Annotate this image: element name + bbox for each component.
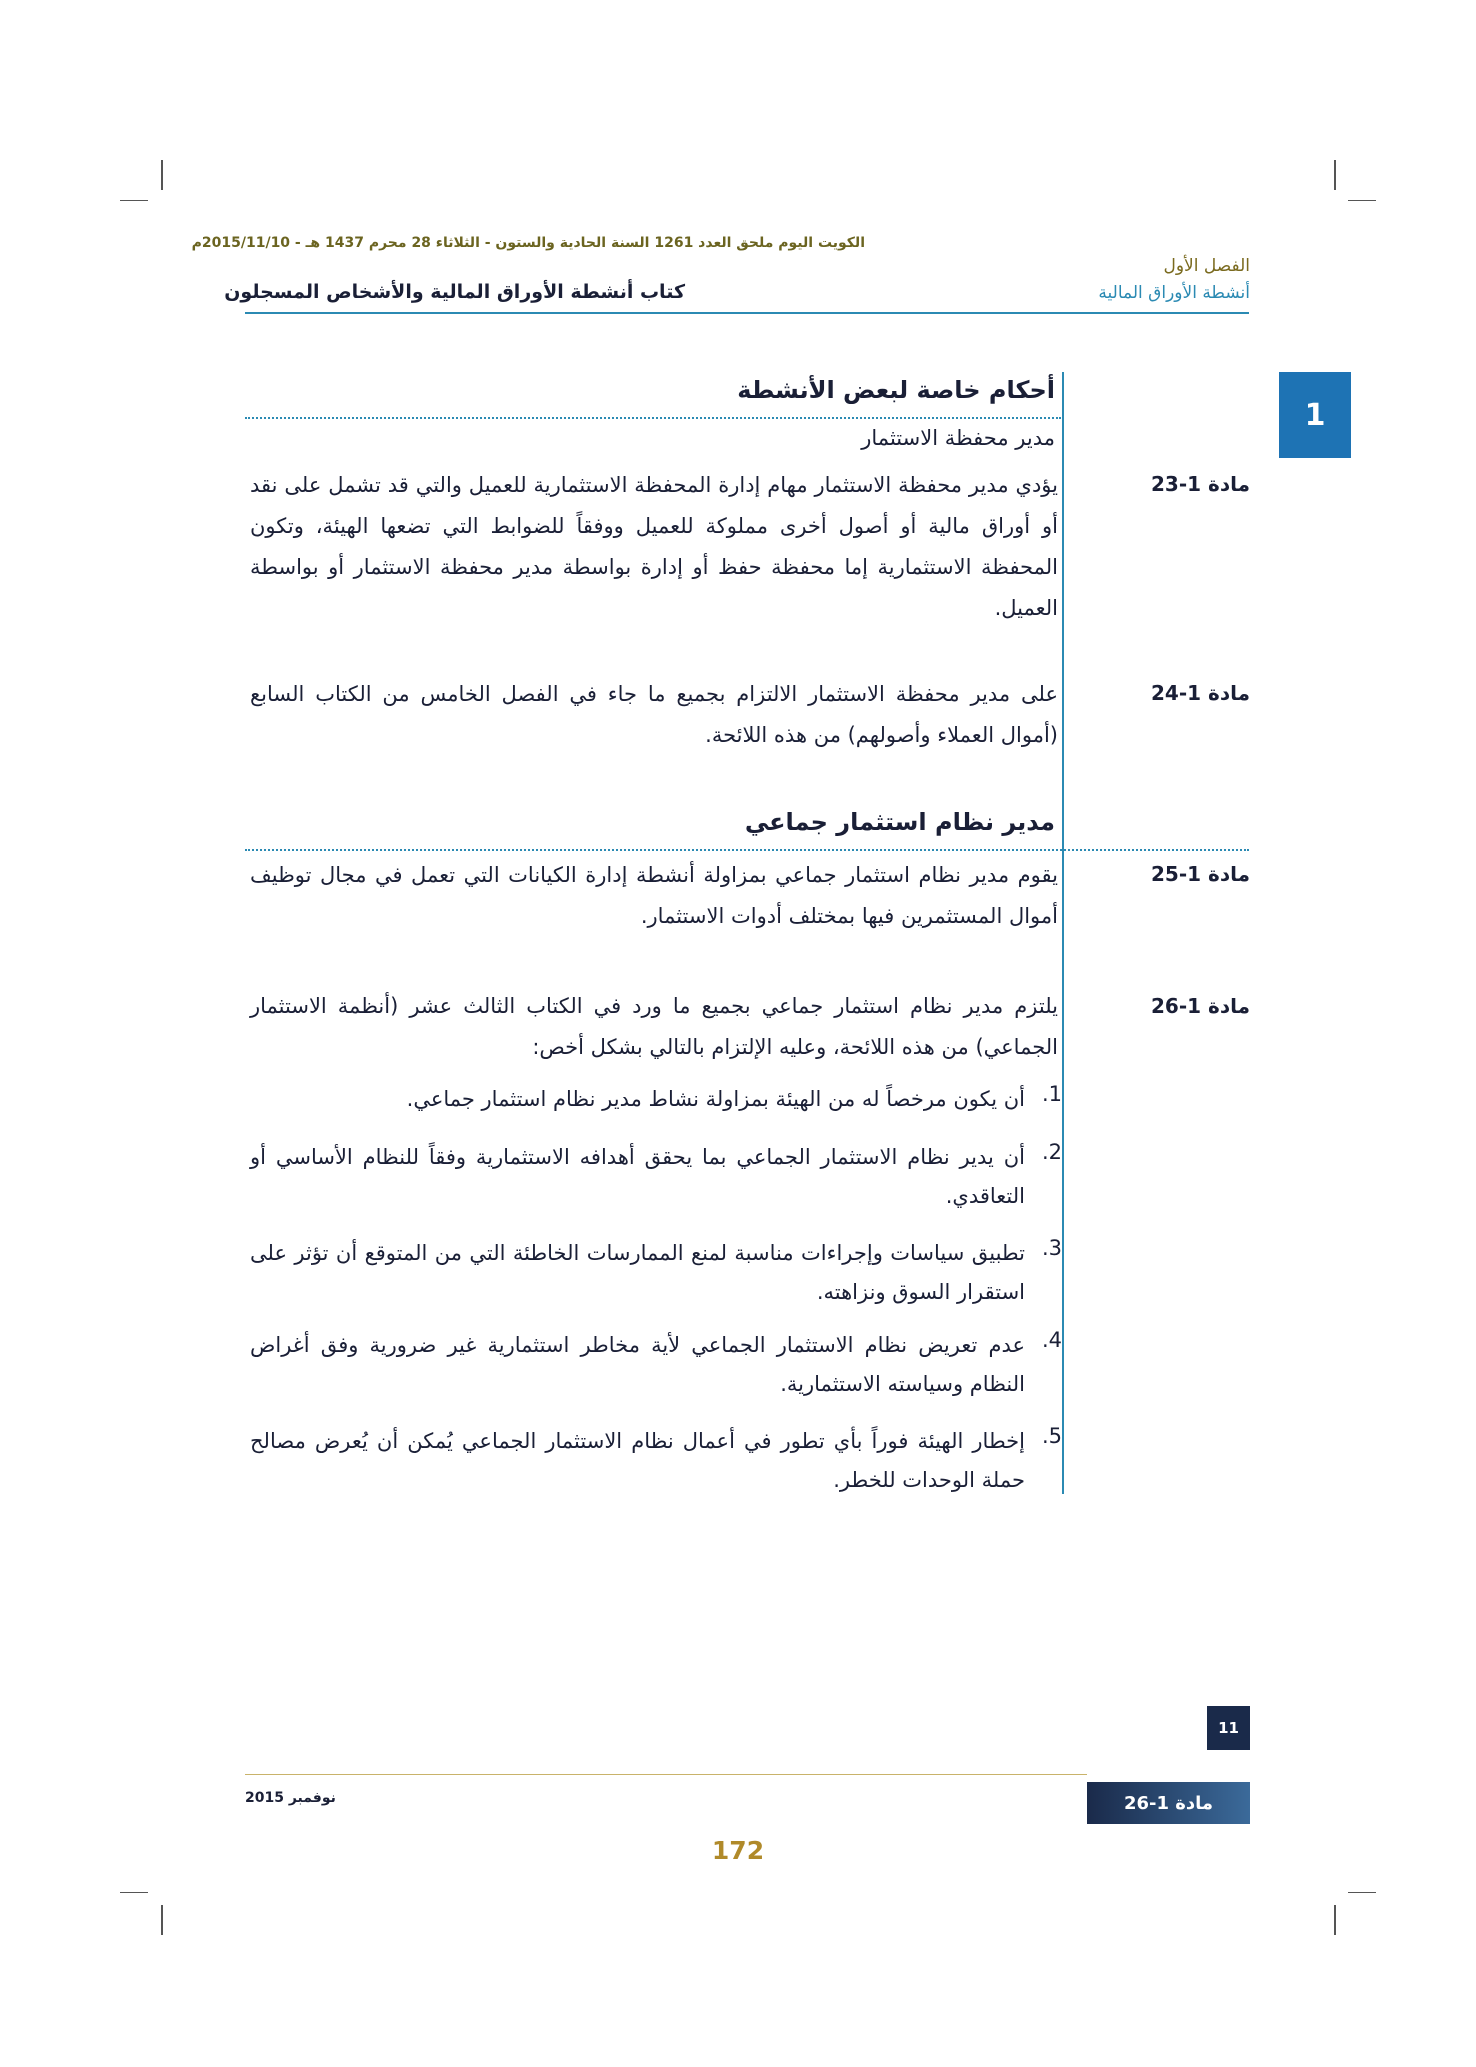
article-text: يقوم مدير نظام استثمار جماعي بمزاولة أنشطة إدارة الكيانات التي تعمل في مجال توظيف أموال المستثمرين فيها بمختلف أدوات الاستثمار. <box>250 863 1058 928</box>
footer-rule <box>245 1774 1087 1775</box>
subheading-portfolio-manager: مدير محفظة الاستثمار <box>861 426 1055 450</box>
article-text: على مدير محفظة الاستثمار الالتزام بجميع ما جاء في الفصل الخامس من الكتاب السابع (أموال العملاء وأصولهم) من هذه اللائحة. <box>250 682 1058 747</box>
list-item-number: .2 <box>1041 1140 1062 1164</box>
crop-mark <box>1348 200 1376 201</box>
section-label: أنشطة الأوراق المالية <box>1098 283 1250 303</box>
crop-mark <box>120 1892 148 1893</box>
crop-mark <box>161 1905 163 1935</box>
footer-article-range: مادة 1-26 <box>1087 1782 1250 1824</box>
main-heading: أحكام خاصة لبعض الأنشطة <box>737 376 1055 404</box>
article-number: مادة 1-23 <box>1150 472 1250 496</box>
chapter-tab: 1 <box>1279 372 1351 458</box>
list-item-number: .5 <box>1041 1424 1062 1448</box>
crop-mark <box>161 160 163 190</box>
crop-mark <box>1348 1892 1376 1893</box>
crop-mark <box>120 200 148 201</box>
list-item: أن يكون مرخصاً له من الهيئة بمزاولة نشاط مدير نظام استثمار جماعي. <box>406 1087 1025 1111</box>
article-number: مادة 1-25 <box>1150 862 1250 886</box>
list-item: أن يدير نظام الاستثمار الجماعي بما يحقق أهدافه الاستثمارية وفقاً للنظام الأساسي أو التعاقدي. <box>250 1145 1025 1208</box>
article-number: مادة 1-24 <box>1150 681 1250 705</box>
list-item: تطبيق سياسات وإجراءات مناسبة لمنع الممارسات الخاطئة التي من المتوقع أن تؤثر على استقرار السوق ونزاهته. <box>250 1241 1025 1304</box>
page-number: 172 <box>711 1836 765 1865</box>
page-box: 11 <box>1207 1706 1250 1750</box>
list-item: إخطار الهيئة فوراً بأي تطور في أعمال نظام الاستثمار الجماعي يُمكن أن يُعرض مصالح حملة الوحدات للخطر. <box>250 1429 1025 1492</box>
dotted-rule <box>245 849 1249 851</box>
article-number: مادة 1-26 <box>1150 994 1250 1018</box>
crop-mark <box>1334 160 1336 190</box>
subheading-cis-manager: مدير نظام استثمار جماعي <box>744 808 1055 836</box>
dotted-rule <box>245 417 1061 419</box>
list-item-number: .1 <box>1041 1082 1062 1106</box>
article-text: يلتزم مدير نظام استثمار جماعي بجميع ما ورد في الكتاب الثالث عشر (أنظمة الاستثمار الجماعي) من هذه اللائحة، وعليه الإلتزام بالتالي بشكل أخص: <box>250 994 1058 1059</box>
list-item-number: .4 <box>1041 1328 1062 1352</box>
article-text: يؤدي مدير محفظة الاستثمار مهام إدارة المحفظة الاستثمارية للعميل والتي قد تشمل على نقد أو أوراق مالية أو أصول أخرى مملوكة للعميل ووفقاً للضوابط التي تضعها الهيئة، وتكون المحفظة الاستثمارية إما محفظة حفظ أو إدارة بواسطة مدير محفظة الاستثمار أو بواسطة العميل. <box>250 473 1058 620</box>
article-divider-line <box>1062 372 1064 1494</box>
footer-date: نوفمبر 2015 <box>245 1790 336 1806</box>
chapter-label: الفصل الأول <box>1163 256 1250 276</box>
book-title: كتاب أنشطة الأوراق المالية والأشخاص المسجلون <box>224 281 685 303</box>
list-item-number: .3 <box>1041 1236 1062 1260</box>
list-item: عدم تعريض نظام الاستثمار الجماعي لأية مخاطر استثمارية غير ضرورية وفق أغراض النظام وسياسته الاستثمارية. <box>250 1333 1025 1396</box>
crop-mark <box>1334 1905 1336 1935</box>
header-rule <box>245 312 1249 314</box>
gazette-line: الكويت اليوم ملحق العدد 1261 السنة الحادية والستون - الثلاثاء 28 محرم 1437 هـ - 2015/11/10م <box>191 235 865 251</box>
